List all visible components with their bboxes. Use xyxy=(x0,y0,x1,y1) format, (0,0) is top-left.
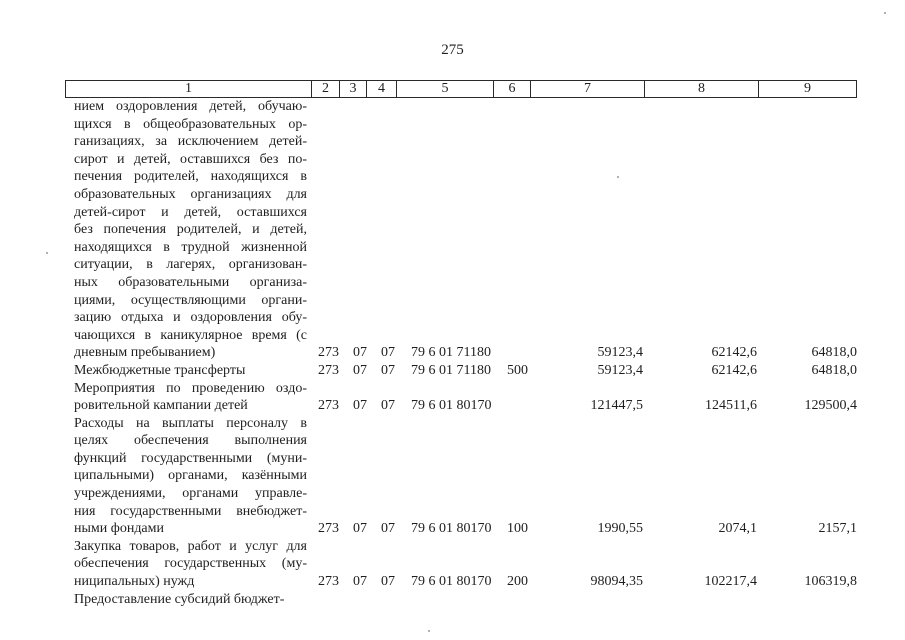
description-line: Закупка товаров, работ и услуг для xyxy=(74,538,307,554)
cell-c5: 79 6 01 80170 xyxy=(411,574,492,590)
description-line: Предоставление субсидий бюджет- xyxy=(74,591,285,607)
row-description xyxy=(74,380,307,415)
description-line: печения родителей, находящихся в xyxy=(74,169,307,185)
header-col-6: 6 xyxy=(493,81,530,97)
cell-c4: 07 xyxy=(381,398,395,414)
cell-c4: 07 xyxy=(381,521,395,537)
cell-c2: 273 xyxy=(318,398,339,414)
cell-c3: 07 xyxy=(353,398,367,414)
description-line: щихся в общеобразовательных ор- xyxy=(74,116,307,132)
header-col-4: 4 xyxy=(366,81,396,97)
cell-c8: 124511,6 xyxy=(705,398,757,414)
description-line: дневным пребыванием) xyxy=(74,345,216,361)
description-line: Расходы на выплаты персоналу в xyxy=(74,415,307,431)
cell-c7: 98094,35 xyxy=(590,574,643,590)
cell-c5: 79 6 01 80170 xyxy=(411,521,492,537)
cell-c8: 2074,1 xyxy=(718,521,757,537)
table-header-row xyxy=(65,80,857,98)
description-line: ния государственными внебюджет- xyxy=(74,503,307,519)
cell-c2: 273 xyxy=(318,345,339,361)
cell-c3: 07 xyxy=(353,521,367,537)
cell-c6: 100 xyxy=(507,521,528,537)
description-line: Межбюджетные трансферты xyxy=(74,362,246,378)
cell-c8: 62142,6 xyxy=(711,345,757,361)
scan-speck xyxy=(428,630,430,632)
row-description xyxy=(74,538,307,591)
table-row xyxy=(0,591,905,609)
cell-c9: 64818,0 xyxy=(811,345,857,361)
cell-c7: 59123,4 xyxy=(597,362,643,378)
cell-c4: 07 xyxy=(381,574,395,590)
cell-c7: 1990,55 xyxy=(597,521,643,537)
description-line: чающихся в каникулярное время (с xyxy=(74,327,307,343)
description-line: ганизациях, за исключением детей- xyxy=(74,134,307,150)
description-line: ниципальных) нужд xyxy=(74,574,195,590)
cell-c9: 64818,0 xyxy=(811,362,857,378)
cell-c6: 500 xyxy=(507,362,528,378)
cell-c7: 59123,4 xyxy=(597,345,643,361)
description-line: Мероприятия по проведению оздо- xyxy=(74,380,307,396)
description-line: находящихся в трудной жизненной xyxy=(74,239,307,255)
description-line: ситуации, в лагерях, организован- xyxy=(74,257,307,273)
cell-c3: 07 xyxy=(353,574,367,590)
header-col-2: 2 xyxy=(311,81,339,97)
cell-c5: 79 6 01 71180 xyxy=(411,362,491,378)
cell-c6: 200 xyxy=(507,574,528,590)
row-description xyxy=(74,415,307,538)
cell-c8: 102217,4 xyxy=(704,574,757,590)
cell-c5: 79 6 01 71180 xyxy=(411,345,491,361)
page-number: 275 xyxy=(441,42,464,58)
description-line: детей-сирот и детей, оставшихся xyxy=(74,204,307,220)
table-row xyxy=(0,538,905,591)
scan-speck xyxy=(617,176,619,178)
description-line: образовательных организациях для xyxy=(74,186,307,202)
cell-c7: 121447,5 xyxy=(590,398,643,414)
description-line: сирот и детей, оставшихся без по- xyxy=(74,151,307,167)
description-line: зацию отдыха и оздоровления обу- xyxy=(74,310,307,326)
row-description xyxy=(74,591,307,609)
description-line: ровительной кампании детей xyxy=(74,398,248,414)
table-row xyxy=(0,415,905,538)
cell-c3: 07 xyxy=(353,362,367,378)
description-line: функций государственными (муни- xyxy=(74,450,307,466)
cell-c4: 07 xyxy=(381,362,395,378)
row-description xyxy=(74,98,307,362)
cell-c9: 106319,8 xyxy=(804,574,857,590)
scan-speck xyxy=(884,12,886,14)
cell-c2: 273 xyxy=(318,521,339,537)
header-col-3: 3 xyxy=(339,81,366,97)
description-line: ципальными) органами, казёнными xyxy=(74,468,307,484)
row-description xyxy=(74,362,307,380)
header-col-9: 9 xyxy=(758,81,856,97)
cell-c8: 62142,6 xyxy=(711,362,757,378)
table-body xyxy=(0,98,905,608)
description-line: циями, осуществляющими органи- xyxy=(74,292,307,308)
cell-c5: 79 6 01 80170 xyxy=(411,398,492,414)
description-line: ных образовательными организа- xyxy=(74,274,307,290)
description-line: учреждениями, органами управле- xyxy=(74,486,307,502)
header-col-8: 8 xyxy=(644,81,758,97)
cell-c3: 07 xyxy=(353,345,367,361)
header-col-7: 7 xyxy=(530,81,644,97)
scan-speck xyxy=(46,252,48,254)
header-col-5: 5 xyxy=(396,81,493,97)
description-line: целях обеспечения выполнения xyxy=(74,433,307,449)
description-line: обеспечения государственных (му- xyxy=(74,556,307,572)
table-row xyxy=(0,380,905,415)
description-line: ными фондами xyxy=(74,521,165,537)
table-row xyxy=(0,362,905,380)
cell-c9: 129500,4 xyxy=(804,398,857,414)
description-line: нием оздоровления детей, обучаю- xyxy=(74,99,307,114)
description-line: без попечения родителей, и детей, xyxy=(74,222,307,238)
header-col-1: 1 xyxy=(185,81,192,96)
cell-c9: 2157,1 xyxy=(818,521,857,537)
cell-c2: 273 xyxy=(318,362,339,378)
cell-c4: 07 xyxy=(381,345,395,361)
table-row xyxy=(0,98,905,362)
cell-c2: 273 xyxy=(318,574,339,590)
